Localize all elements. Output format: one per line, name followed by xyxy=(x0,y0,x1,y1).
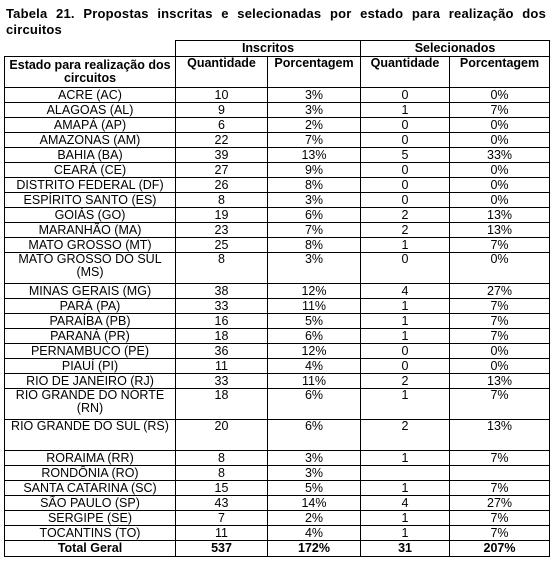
selecionados-porcentagem-cell: 0% xyxy=(450,193,550,208)
selecionados-porcentagem-cell: 7% xyxy=(450,103,550,118)
table-caption: Tabela 21. Propostas inscritas e selecionadas por estado para realização dos circuitos xyxy=(6,6,546,37)
selecionados-quantidade-cell: 2 xyxy=(361,208,450,223)
inscritos-porcentagem-cell: 11% xyxy=(268,299,361,314)
state-cell: DISTRITO FEDERAL (DF) xyxy=(5,178,176,193)
group-header-selecionados: Selecionados xyxy=(361,41,550,57)
inscritos-porcentagem-cell: 7% xyxy=(268,133,361,148)
inscritos-porcentagem-cell: 12% xyxy=(268,344,361,359)
selecionados-quantidade-cell: 5 xyxy=(361,148,450,163)
selecionados-quantidade-cell: 1 xyxy=(361,314,450,329)
inscritos-quantidade-cell: 11 xyxy=(176,526,268,541)
inscritos-quantidade-cell: 20 xyxy=(176,420,268,451)
table-row xyxy=(5,420,550,451)
inscritos-porcentagem-cell: 3% xyxy=(268,193,361,208)
inscritos-quantidade-cell: 10 xyxy=(176,88,268,103)
selecionados-quantidade-cell: 2 xyxy=(361,374,450,389)
selecionados-porcentagem-cell: 33% xyxy=(450,148,550,163)
state-cell: AMAPÁ (AP) xyxy=(5,118,176,133)
table-row xyxy=(5,284,550,299)
inscritos-quantidade-cell: 33 xyxy=(176,374,268,389)
selecionados-porcentagem-cell: 0% xyxy=(450,133,550,148)
inscritos-quantidade-cell: 19 xyxy=(176,208,268,223)
state-cell: ACRE (AC) xyxy=(5,88,176,103)
inscritos-porcentagem-cell: 4% xyxy=(268,359,361,374)
inscritos-quantidade-cell: 7 xyxy=(176,511,268,526)
table-row xyxy=(5,329,550,344)
selecionados-porcentagem-cell: 27% xyxy=(450,284,550,299)
table-row xyxy=(5,359,550,374)
selecionados-porcentagem-cell: 13% xyxy=(450,223,550,238)
state-cell: PERNAMBUCO (PE) xyxy=(5,344,176,359)
selecionados-porcentagem-cell: 7% xyxy=(450,389,550,420)
header-inscritos-quantidade: Quantidade xyxy=(176,57,268,88)
table-row xyxy=(5,193,550,208)
inscritos-porcentagem-cell: 3% xyxy=(268,466,361,481)
inscritos-quantidade-cell: 11 xyxy=(176,359,268,374)
inscritos-quantidade-cell: 39 xyxy=(176,148,268,163)
header-selecionados-porcentagem: Porcentagem xyxy=(450,57,550,88)
selecionados-porcentagem-cell: 0% xyxy=(450,88,550,103)
state-cell: MARANHÃO (MA) xyxy=(5,223,176,238)
table-row xyxy=(5,299,550,314)
selecionados-porcentagem-cell: 0% xyxy=(450,359,550,374)
selecionados-porcentagem-cell xyxy=(450,466,550,481)
inscritos-porcentagem-cell: 2% xyxy=(268,118,361,133)
selecionados-quantidade-cell: 2 xyxy=(361,420,450,451)
selecionados-quantidade-cell: 1 xyxy=(361,511,450,526)
inscritos-porcentagem-cell: 6% xyxy=(268,208,361,223)
inscritos-porcentagem-cell: 6% xyxy=(268,420,361,451)
inscritos-quantidade-cell: 43 xyxy=(176,496,268,511)
selecionados-quantidade-cell: 0 xyxy=(361,88,450,103)
selecionados-porcentagem-cell: 7% xyxy=(450,314,550,329)
table-row xyxy=(5,163,550,178)
inscritos-porcentagem-cell: 6% xyxy=(268,329,361,344)
table-row xyxy=(5,496,550,511)
table-row xyxy=(5,344,550,359)
table-row xyxy=(5,511,550,526)
inscritos-quantidade-cell: 18 xyxy=(176,329,268,344)
total-label: Total Geral xyxy=(5,541,176,557)
state-cell: MINAS GERAIS (MG) xyxy=(5,284,176,299)
inscritos-quantidade-cell: 8 xyxy=(176,193,268,208)
selecionados-porcentagem-cell: 0% xyxy=(450,118,550,133)
total-selecionados-porcentagem: 207% xyxy=(450,541,550,557)
header-selecionados-quantidade: Quantidade xyxy=(361,57,450,88)
total-row xyxy=(5,541,550,557)
selecionados-porcentagem-cell: 0% xyxy=(450,344,550,359)
table-row xyxy=(5,389,550,420)
header-inscritos-porcentagem: Porcentagem xyxy=(268,57,361,88)
selecionados-porcentagem-cell: 27% xyxy=(450,496,550,511)
inscritos-porcentagem-cell: 8% xyxy=(268,238,361,253)
selecionados-quantidade-cell: 1 xyxy=(361,389,450,420)
state-cell: TOCANTINS (TO) xyxy=(5,526,176,541)
selecionados-quantidade-cell: 0 xyxy=(361,193,450,208)
selecionados-porcentagem-cell: 7% xyxy=(450,511,550,526)
selecionados-quantidade-cell: 0 xyxy=(361,253,450,284)
selecionados-quantidade-cell: 0 xyxy=(361,178,450,193)
inscritos-porcentagem-cell: 4% xyxy=(268,526,361,541)
table-row xyxy=(5,374,550,389)
selecionados-quantidade-cell: 1 xyxy=(361,103,450,118)
table-row xyxy=(5,178,550,193)
selecionados-quantidade-cell: 0 xyxy=(361,344,450,359)
state-cell: SANTA CATARINA (SC) xyxy=(5,481,176,496)
state-cell: GOIÁS (GO) xyxy=(5,208,176,223)
state-cell: RIO GRANDE DO NORTE (RN) xyxy=(5,389,176,420)
selecionados-quantidade-cell: 0 xyxy=(361,359,450,374)
inscritos-porcentagem-cell: 5% xyxy=(268,314,361,329)
table-row xyxy=(5,466,550,481)
inscritos-quantidade-cell: 18 xyxy=(176,389,268,420)
selecionados-quantidade-cell: 0 xyxy=(361,133,450,148)
table-row xyxy=(5,118,550,133)
table-row xyxy=(5,223,550,238)
state-cell: ALAGOAS (AL) xyxy=(5,103,176,118)
selecionados-porcentagem-cell: 13% xyxy=(450,208,550,223)
inscritos-quantidade-cell: 22 xyxy=(176,133,268,148)
selecionados-quantidade-cell: 1 xyxy=(361,526,450,541)
inscritos-quantidade-cell: 9 xyxy=(176,103,268,118)
state-cell: RONDÔNIA (RO) xyxy=(5,466,176,481)
inscritos-quantidade-cell: 6 xyxy=(176,118,268,133)
selecionados-quantidade-cell: 1 xyxy=(361,299,450,314)
selecionados-quantidade-cell: 1 xyxy=(361,481,450,496)
inscritos-quantidade-cell: 15 xyxy=(176,481,268,496)
inscritos-porcentagem-cell: 3% xyxy=(268,253,361,284)
state-cell: MATO GROSSO (MT) xyxy=(5,238,176,253)
inscritos-quantidade-cell: 26 xyxy=(176,178,268,193)
inscritos-porcentagem-cell: 9% xyxy=(268,163,361,178)
table-row xyxy=(5,526,550,541)
inscritos-quantidade-cell: 38 xyxy=(176,284,268,299)
selecionados-porcentagem-cell: 7% xyxy=(450,238,550,253)
selecionados-quantidade-cell: 1 xyxy=(361,238,450,253)
total-selecionados-quantidade: 31 xyxy=(361,541,450,557)
inscritos-porcentagem-cell: 6% xyxy=(268,389,361,420)
selecionados-porcentagem-cell: 7% xyxy=(450,481,550,496)
selecionados-porcentagem-cell: 7% xyxy=(450,329,550,344)
state-cell: RIO DE JANEIRO (RJ) xyxy=(5,374,176,389)
selecionados-porcentagem-cell: 7% xyxy=(450,526,550,541)
selecionados-quantidade-cell: 4 xyxy=(361,496,450,511)
selecionados-quantidade-cell: 1 xyxy=(361,329,450,344)
table-row xyxy=(5,451,550,466)
inscritos-porcentagem-cell: 11% xyxy=(268,374,361,389)
total-inscritos-quantidade: 537 xyxy=(176,541,268,557)
table-row xyxy=(5,481,550,496)
state-cell: SÃO PAULO (SP) xyxy=(5,496,176,511)
selecionados-porcentagem-cell: 13% xyxy=(450,374,550,389)
states-table xyxy=(4,40,550,557)
selecionados-porcentagem-cell: 13% xyxy=(450,420,550,451)
state-cell: PARANÁ (PR) xyxy=(5,329,176,344)
table-row xyxy=(5,238,550,253)
total-inscritos-porcentagem: 172% xyxy=(268,541,361,557)
table-row xyxy=(5,208,550,223)
selecionados-quantidade-cell: 1 xyxy=(361,451,450,466)
state-cell: PARÁ (PA) xyxy=(5,299,176,314)
inscritos-porcentagem-cell: 12% xyxy=(268,284,361,299)
selecionados-porcentagem-cell: 0% xyxy=(450,253,550,284)
inscritos-porcentagem-cell: 8% xyxy=(268,178,361,193)
inscritos-porcentagem-cell: 3% xyxy=(268,88,361,103)
selecionados-porcentagem-cell: 7% xyxy=(450,451,550,466)
state-cell: RORAIMA (RR) xyxy=(5,451,176,466)
inscritos-porcentagem-cell: 2% xyxy=(268,511,361,526)
header-estado: Estado para realização dos circuitos xyxy=(5,57,176,88)
state-cell: ESPÍRITO SANTO (ES) xyxy=(5,193,176,208)
state-cell: AMAZONAS (AM) xyxy=(5,133,176,148)
state-cell: SERGIPE (SE) xyxy=(5,511,176,526)
corner-cell xyxy=(5,41,176,57)
inscritos-porcentagem-cell: 3% xyxy=(268,103,361,118)
state-cell: PARAÍBA (PB) xyxy=(5,314,176,329)
state-cell: CEARÁ (CE) xyxy=(5,163,176,178)
selecionados-porcentagem-cell: 0% xyxy=(450,163,550,178)
table-row xyxy=(5,103,550,118)
table-row xyxy=(5,133,550,148)
table-row xyxy=(5,88,550,103)
inscritos-porcentagem-cell: 3% xyxy=(268,451,361,466)
selecionados-porcentagem-cell: 7% xyxy=(450,299,550,314)
state-cell: RIO GRANDE DO SUL (RS) xyxy=(5,420,176,451)
table-body xyxy=(5,88,550,541)
table-row xyxy=(5,314,550,329)
state-cell: PIAUÍ (PI) xyxy=(5,359,176,374)
selecionados-quantidade-cell: 2 xyxy=(361,223,450,238)
inscritos-porcentagem-cell: 13% xyxy=(268,148,361,163)
inscritos-quantidade-cell: 27 xyxy=(176,163,268,178)
selecionados-quantidade-cell: 4 xyxy=(361,284,450,299)
inscritos-quantidade-cell: 36 xyxy=(176,344,268,359)
state-cell: MATO GROSSO DO SUL (MS) xyxy=(5,253,176,284)
table-row xyxy=(5,253,550,284)
inscritos-quantidade-cell: 16 xyxy=(176,314,268,329)
inscritos-porcentagem-cell: 7% xyxy=(268,223,361,238)
inscritos-quantidade-cell: 23 xyxy=(176,223,268,238)
inscritos-quantidade-cell: 8 xyxy=(176,253,268,284)
selecionados-quantidade-cell: 0 xyxy=(361,163,450,178)
selecionados-quantidade-cell: 0 xyxy=(361,118,450,133)
inscritos-quantidade-cell: 33 xyxy=(176,299,268,314)
inscritos-porcentagem-cell: 5% xyxy=(268,481,361,496)
selecionados-quantidade-cell xyxy=(361,466,450,481)
inscritos-quantidade-cell: 8 xyxy=(176,466,268,481)
table-row xyxy=(5,148,550,163)
state-cell: BAHIA (BA) xyxy=(5,148,176,163)
group-header-inscritos: Inscritos xyxy=(176,41,361,57)
inscritos-porcentagem-cell: 14% xyxy=(268,496,361,511)
inscritos-quantidade-cell: 25 xyxy=(176,238,268,253)
inscritos-quantidade-cell: 8 xyxy=(176,451,268,466)
selecionados-porcentagem-cell: 0% xyxy=(450,178,550,193)
